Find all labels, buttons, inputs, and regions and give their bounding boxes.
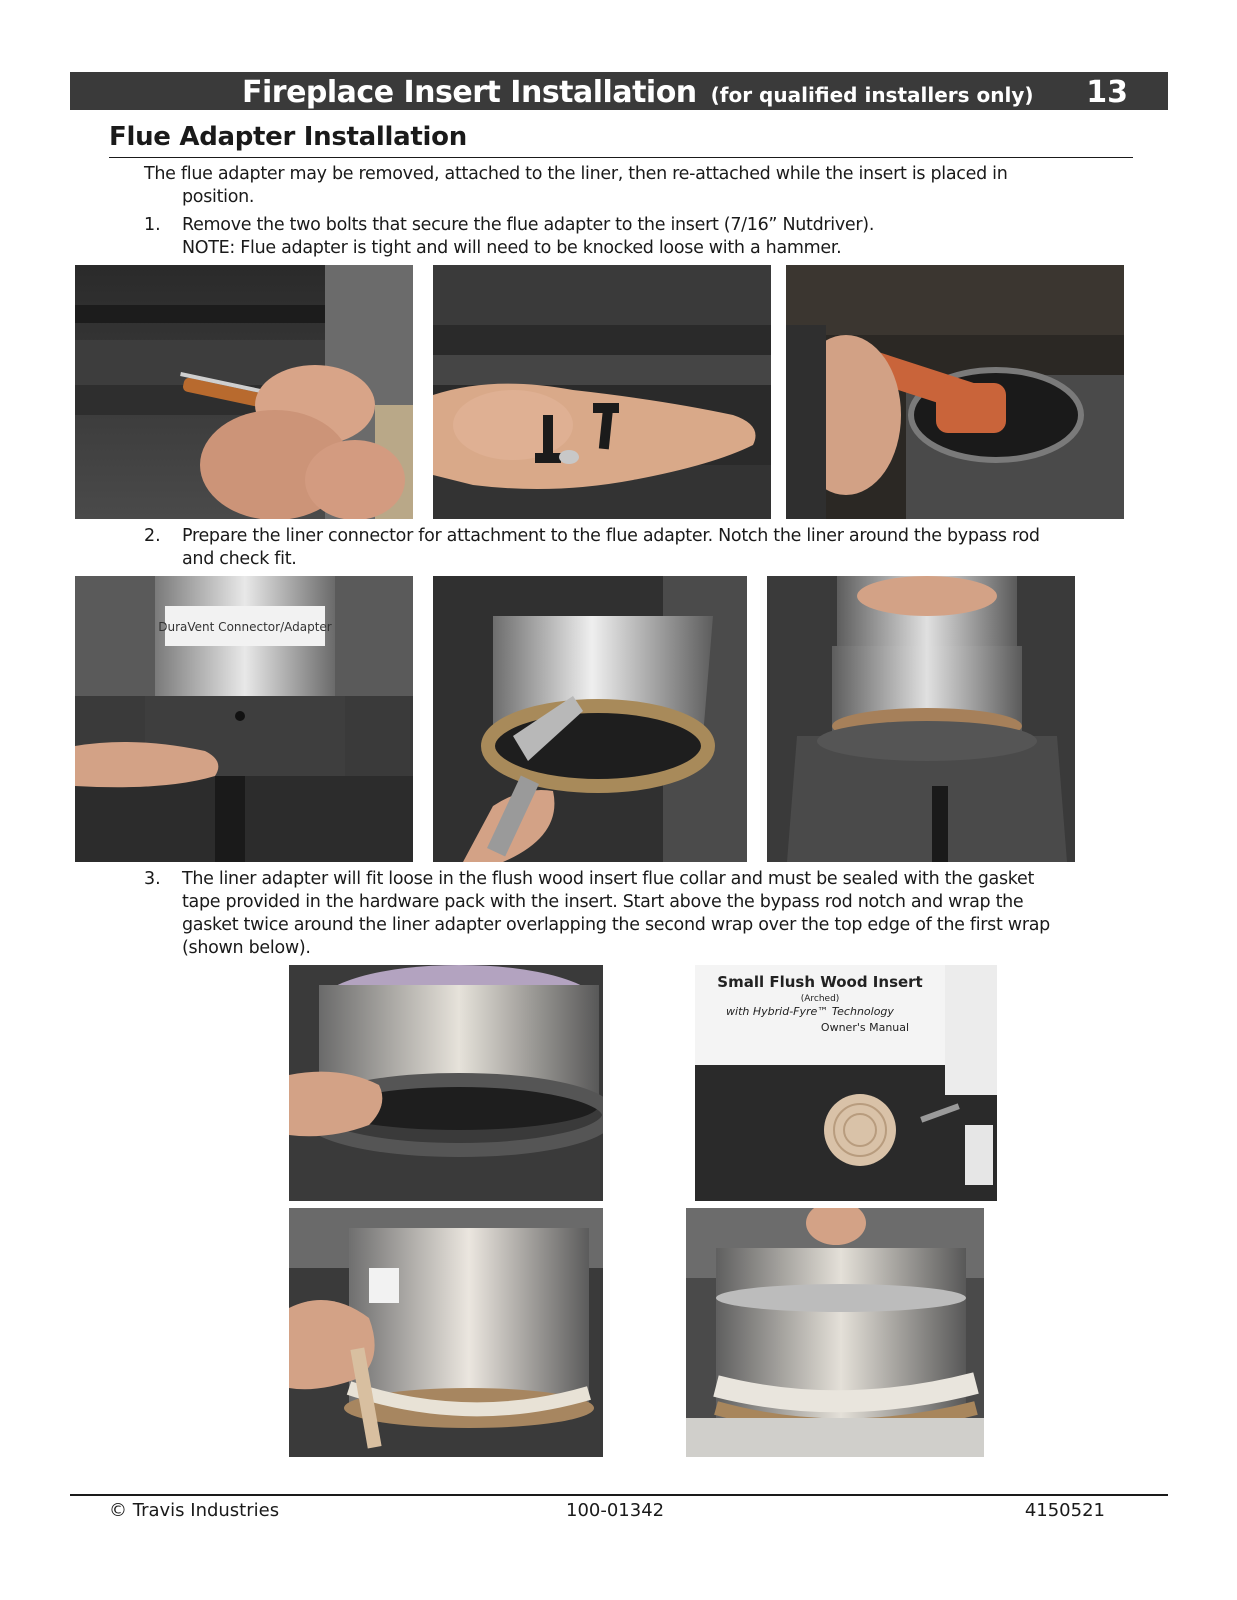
manual-title-text: Small Flush Wood Insert: [717, 973, 923, 991]
intro-line-2: position.: [182, 187, 255, 207]
photo-hammer-knocking-adapter: [786, 265, 1124, 519]
photo-notching-liner-with-snips: [433, 576, 747, 862]
footer-rule: [70, 1494, 1168, 1496]
manual-arched-text: (Arched): [800, 994, 840, 1004]
manual-tech-text: with Hybrid-Fyre™ Technology: [726, 1005, 894, 1018]
connector-label-text: DuraVent Connector/Adapter: [158, 620, 332, 634]
footer-doc-number: 100-01342: [566, 1500, 665, 1521]
photo-liner-connector-check-fit: [75, 576, 413, 862]
page-title-main: Fireplace Insert Installation: [242, 75, 697, 110]
step-1-line-2: NOTE: Flue adapter is tight and will need to be knocked loose with a hammer.: [182, 238, 842, 258]
photo-liner-fit-check-in-collar: [767, 576, 1075, 862]
step-3-line-4: (shown below).: [182, 938, 311, 958]
footer-copyright: © Travis Industries: [109, 1500, 280, 1521]
manual-owners-text: Owner's Manual: [820, 1021, 910, 1034]
photo-liner-adapter-in-collar: [289, 965, 603, 1201]
step-2-line-2: and check fit.: [182, 549, 297, 569]
photo-gasket-wrapped-complete: [686, 1208, 984, 1457]
photo-wrapping-gasket-first: [289, 1208, 603, 1457]
photo-bolts-in-hand: [433, 265, 771, 519]
page-title: [242, 75, 1034, 110]
step-1-number: 1.: [144, 215, 161, 235]
page-number: 13: [1086, 75, 1128, 110]
page-header-bar: [70, 72, 1168, 110]
step-3-line-2: tape provided in the hardware pack with the insert. Start above the bypass rod notch and wrap the: [182, 892, 1024, 912]
footer-revision: 4150521: [1024, 1500, 1105, 1521]
page-title-subtitle: (for qualified installers only): [710, 83, 1034, 107]
step-2-line-1: Prepare the liner connector for attachment to the flue adapter. Notch the liner around the bypass rod: [182, 526, 1040, 546]
intro-line-1: The flue adapter may be removed, attached to the liner, then re-attached while the insert is placed in: [144, 164, 1008, 184]
photo-screwdriver-removing-bolts: [75, 265, 413, 519]
step-3-line-3: gasket twice around the liner adapter overlapping the second wrap over the top edge of the first wrap: [182, 915, 1050, 935]
step-1-line-1: Remove the two bolts that secure the flue adapter to the insert (7/16” Nutdriver).: [182, 215, 875, 235]
step-3-number: 3.: [144, 869, 161, 889]
step-2-number: 2.: [144, 526, 161, 546]
step-3-line-1: The liner adapter will fit loose in the flush wood insert flue collar and must be sealed with the gasket: [182, 869, 1035, 889]
photo-owners-manual-hardware-pack: [695, 965, 997, 1201]
section-heading: Flue Adapter Installation: [109, 122, 1133, 158]
